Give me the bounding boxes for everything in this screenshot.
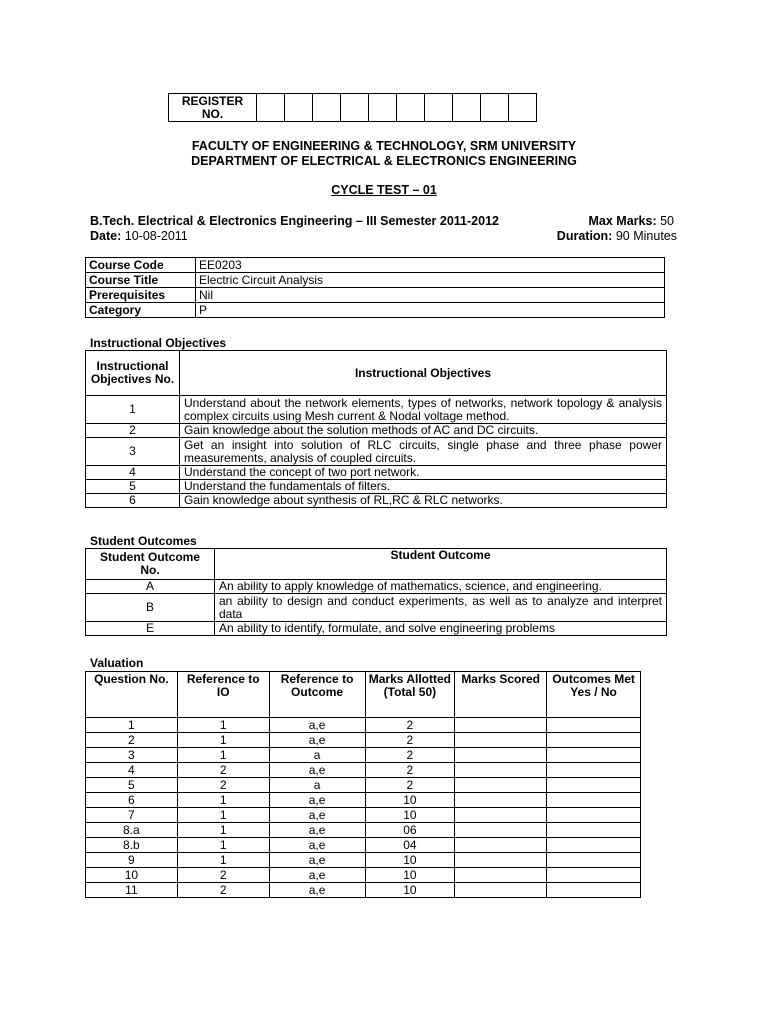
outcome-met-cell[interactable] (547, 748, 641, 763)
question-no-cell: 2 (86, 733, 178, 748)
ref-outcome-cell: a,e (269, 883, 365, 898)
question-no-cell: 1 (86, 718, 178, 733)
table-row: A An ability to apply knowledge of mathematics, science, and engineering. (86, 580, 667, 594)
table-row (86, 748, 641, 763)
marks-allotted-cell: 2 (365, 733, 455, 748)
register-digit-cell[interactable] (257, 94, 285, 122)
marks-scored-cell[interactable] (455, 763, 547, 778)
question-no-cell: 10 (86, 868, 178, 883)
table-row: 6 Gain knowledge about synthesis of RL,RC & RLC networks. (86, 494, 667, 508)
outcome-met-cell[interactable] (547, 838, 641, 853)
marks-scored-cell[interactable] (455, 748, 547, 763)
marks-allotted-cell: 06 (365, 823, 455, 838)
ref-outcome-cell: a,e (269, 763, 365, 778)
marks-allotted-cell: 2 (365, 748, 455, 763)
marks-allotted-cell: 10 (365, 793, 455, 808)
ref-io-cell: 1 (177, 808, 269, 823)
question-no-cell: 4 (86, 763, 178, 778)
question-no-cell: 7 (86, 808, 178, 823)
register-digit-cell[interactable] (481, 94, 509, 122)
instructional-objectives-heading: Instructional Objectives (90, 336, 227, 350)
marks-allotted-cell: 10 (365, 868, 455, 883)
register-digit-cell[interactable] (425, 94, 453, 122)
table-row: 2 Gain knowledge about the solution methods of AC and DC circuits. (86, 424, 667, 438)
marks-allotted-cell: 10 (365, 883, 455, 898)
marks-scored-cell[interactable] (455, 838, 547, 853)
register-digit-cell[interactable] (313, 94, 341, 122)
table-row: Prerequisites Nil (86, 288, 665, 303)
marks-scored-cell[interactable] (455, 823, 547, 838)
question-no-cell: 11 (86, 883, 178, 898)
outcome-met-cell[interactable] (547, 778, 641, 793)
table-header-row: Question No. Reference to IO Reference to Outcome Marks Allotted (Total 50) Marks Scored Outcomes Met Yes / No (86, 672, 641, 718)
ref-outcome-cell: a,e (269, 853, 365, 868)
student-outcomes-table (85, 548, 667, 636)
register-digit-cell[interactable] (341, 94, 369, 122)
marks-scored-cell[interactable] (455, 868, 547, 883)
table-row (86, 823, 641, 838)
marks-allotted-cell: 2 (365, 763, 455, 778)
ref-io-cell: 2 (177, 868, 269, 883)
department-heading: DEPARTMENT OF ELECTRICAL & ELECTRONICS ENGINEERING (191, 154, 577, 168)
ref-io-cell: 1 (177, 853, 269, 868)
ref-outcome-cell: a,e (269, 793, 365, 808)
table-row (86, 733, 641, 748)
table-row: 5 Understand the fundamentals of filters. (86, 480, 667, 494)
question-no-cell: 8.a (86, 823, 178, 838)
register-digit-cell[interactable] (369, 94, 397, 122)
outcome-met-cell[interactable] (547, 823, 641, 838)
outcome-met-cell[interactable] (547, 718, 641, 733)
ref-io-cell: 1 (177, 733, 269, 748)
marks-scored-cell[interactable] (455, 778, 547, 793)
ref-io-cell: 2 (177, 778, 269, 793)
marks-scored-cell[interactable] (455, 733, 547, 748)
marks-allotted-cell: 2 (365, 718, 455, 733)
question-no-cell: 3 (86, 748, 178, 763)
ref-io-cell: 1 (177, 748, 269, 763)
ref-io-cell: 1 (177, 718, 269, 733)
register-digit-cell[interactable] (397, 94, 425, 122)
outcome-met-cell[interactable] (547, 808, 641, 823)
question-no-cell: 8.b (86, 838, 178, 853)
table-row: 1 Understand about the network elements, types of networks, network topology & analysis complex circuits using Mesh current & Nodal voltage method. (86, 396, 667, 424)
register-digit-cell[interactable] (285, 94, 313, 122)
question-no-cell: 9 (86, 853, 178, 868)
table-header-row: Instructional Objectives No. Instructional Objectives (86, 351, 667, 396)
register-number-box (168, 93, 537, 122)
marks-allotted-cell: 04 (365, 838, 455, 853)
max-marks: Max Marks: 50 (588, 214, 674, 228)
ref-io-cell: 1 (177, 823, 269, 838)
marks-scored-cell[interactable] (455, 793, 547, 808)
table-row (86, 793, 641, 808)
outcome-met-cell[interactable] (547, 883, 641, 898)
ref-outcome-cell: a,e (269, 733, 365, 748)
ref-outcome-cell: a (269, 748, 365, 763)
outcome-met-cell[interactable] (547, 793, 641, 808)
ref-outcome-cell: a,e (269, 808, 365, 823)
table-row (86, 778, 641, 793)
exam-duration: Duration: 90 Minutes (556, 229, 677, 243)
question-no-cell: 5 (86, 778, 178, 793)
outcome-met-cell[interactable] (547, 853, 641, 868)
table-row: Category P (86, 303, 665, 318)
table-row (86, 838, 641, 853)
faculty-heading: FACULTY OF ENGINEERING & TECHNOLOGY, SRM UNIVERSITY (191, 139, 577, 153)
ref-io-cell: 1 (177, 838, 269, 853)
table-row (86, 868, 641, 883)
outcome-met-cell[interactable] (547, 868, 641, 883)
table-header-row: Student Outcome No. Student Outcome (86, 549, 667, 580)
valuation-heading: Valuation (90, 656, 144, 670)
table-row: B an ability to design and conduct experiments, as well as to analyze and interpret data (86, 594, 667, 622)
valuation-body (86, 718, 641, 898)
marks-scored-cell[interactable] (455, 853, 547, 868)
valuation-table (85, 671, 641, 898)
ref-outcome-cell: a,e (269, 823, 365, 838)
marks-allotted-cell: 2 (365, 778, 455, 793)
ref-outcome-cell: a,e (269, 718, 365, 733)
course-info-table (85, 257, 665, 318)
ref-io-cell: 1 (177, 793, 269, 808)
exam-date: Date: 10-08-2011 (90, 229, 188, 243)
table-row (86, 883, 641, 898)
ref-io-cell: 2 (177, 883, 269, 898)
register-digit-cell[interactable] (509, 94, 537, 122)
table-row (86, 853, 641, 868)
instructional-objectives-table (85, 350, 667, 508)
table-row (86, 808, 641, 823)
table-row: Course Code EE0203 (86, 258, 665, 273)
marks-allotted-cell: 10 (365, 853, 455, 868)
table-row (86, 718, 641, 733)
register-label: REGISTER NO. (169, 94, 257, 122)
marks-scored-cell[interactable] (455, 808, 547, 823)
ref-outcome-cell: a (269, 778, 365, 793)
table-row: E An ability to identify, formulate, and solve engineering problems (86, 622, 667, 636)
ref-io-cell: 2 (177, 763, 269, 778)
outcome-met-cell[interactable] (547, 733, 641, 748)
marks-scored-cell[interactable] (455, 883, 547, 898)
ref-outcome-cell: a,e (269, 868, 365, 883)
programme-line: B.Tech. Electrical & Electronics Engineering – III Semester 2011-2012 (90, 214, 499, 228)
marks-scored-cell[interactable] (455, 718, 547, 733)
student-outcomes-heading: Student Outcomes (90, 534, 197, 548)
table-row: Course Title Electric Circuit Analysis (86, 273, 665, 288)
question-no-cell: 6 (86, 793, 178, 808)
table-row (86, 763, 641, 778)
register-digit-cell[interactable] (453, 94, 481, 122)
table-row: 3 Get an insight into solution of RLC circuits, single phase and three phase power measurements, analysis of coupled circuits. (86, 438, 667, 466)
table-row: 4 Understand the concept of two port network. (86, 466, 667, 480)
outcome-met-cell[interactable] (547, 763, 641, 778)
marks-allotted-cell: 10 (365, 808, 455, 823)
cycle-test-title: CYCLE TEST – 01 (331, 183, 437, 197)
ref-outcome-cell: a,e (269, 838, 365, 853)
